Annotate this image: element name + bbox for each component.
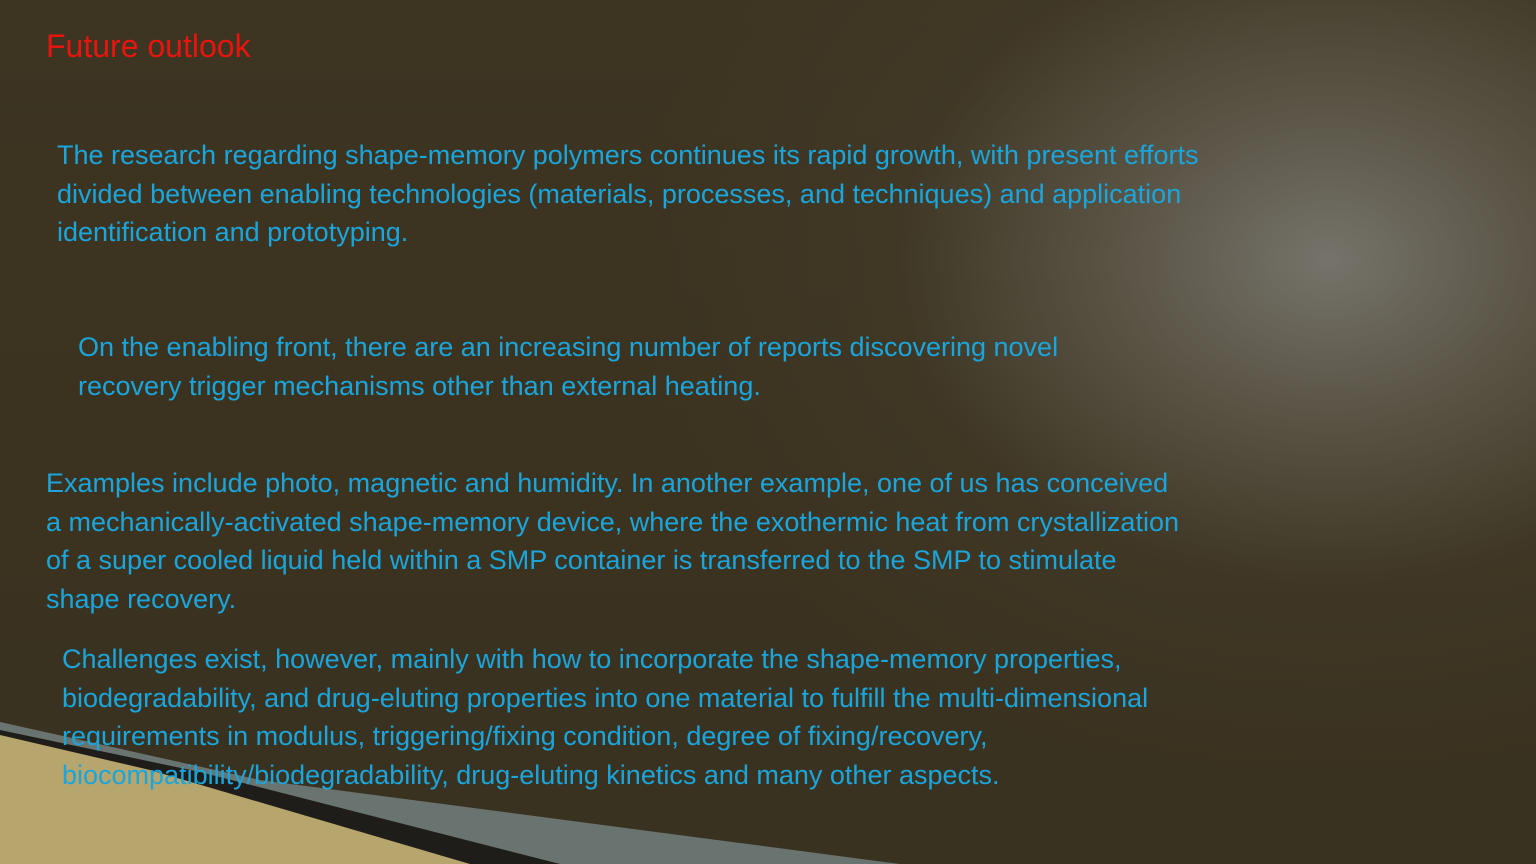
slide-title: Future outlook <box>46 28 251 64</box>
paragraph-line: biodegradability, and drug-eluting properties into one material to fulfill the multi-dimensional <box>62 682 1149 713</box>
paragraph-line: Challenges exist, however, mainly with how to incorporate the shape-memory properties, <box>62 644 1122 674</box>
paragraph-line: requirements in modulus, triggering/fixing condition, degree of fixing/recovery, <box>62 721 988 751</box>
paragraph-line: identification and prototyping. <box>57 217 409 247</box>
paragraph-line: divided between enabling technologies (materials, processes, and techniques) and application <box>57 178 1182 209</box>
paragraph-line: recovery trigger mechanisms other than external heating. <box>78 370 761 401</box>
paragraph-line: The research regarding shape-memory polymers continues its rapid growth, with present efforts <box>57 140 1199 170</box>
paragraph-enabling-front <box>78 328 1058 405</box>
paragraph-examples <box>46 464 1179 618</box>
paragraph-line: a mechanically-activated shape-memory device, where the exothermic heat from crystallization <box>46 506 1179 537</box>
paragraph-line: shape recovery. <box>46 583 237 614</box>
paragraph-research-growth <box>57 136 1199 252</box>
paragraph-line: Examples include photo, magnetic and humidity. In another example, one of us has conceived <box>46 468 1169 498</box>
paragraph-challenges <box>62 640 1148 794</box>
paragraph-line: biocompatibility/biodegradability, drug-eluting kinetics and many other aspects. <box>62 759 1000 790</box>
paragraph-line: On the enabling front, there are an increasing number of reports discovering novel <box>78 332 1059 362</box>
paragraph-line: of a super cooled liquid held within a SMP container is transferred to the SMP to stimulate <box>46 545 1117 575</box>
